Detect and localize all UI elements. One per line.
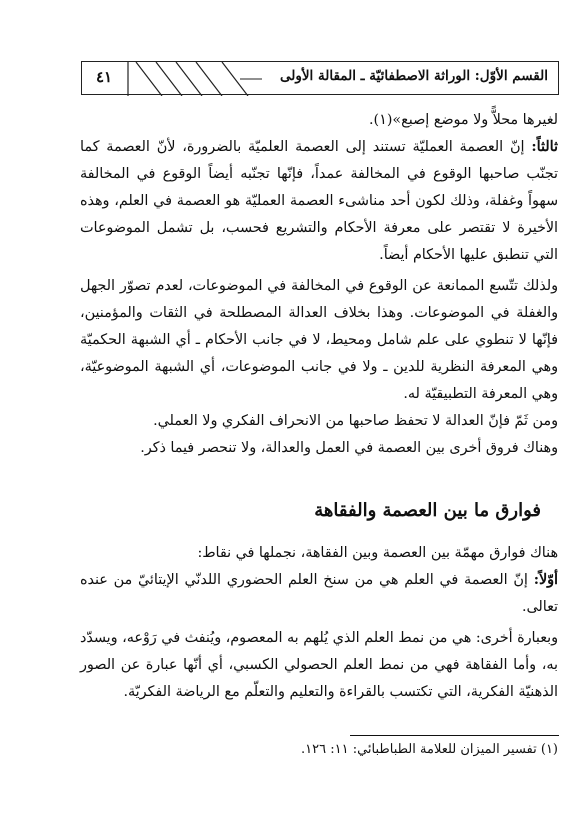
running-title: القسم الأوّل: الوراثة الاصطفائيّة ـ المقالة الأولى xyxy=(279,68,548,84)
paragraph-scope: ولذلك تتّسع الممانعة عن الوقوع في المخالفة في الموضوعات، لعدم تصوّر الجهل والغفلة في الموضوعات. وهذا بخلاف العدالة المصطلحة في الثقات والمؤمنين، فإنّها لا تنطوي على علم شامل ومحيط، لا في جانب الأحكام ـ أي الشبهة الحكميّة وهي المعرفة النظرية للدين ـ ولا في جانب الموضوعات، أي الشبهة الموضوعيّة، وهي المعرفة التطبيقيّة له. xyxy=(80,278,558,402)
paragraph-intro: هناك فوارق مهمّة بين العصمة وبين الفقاهة، نجملها في نقاط: xyxy=(197,545,558,561)
text-block-2 xyxy=(80,540,558,706)
paragraph-conclusion: ومن ثَمّ فإنّ العدالة لا تحفظ صاحبها من الانحراف الفكري ولا العملي. xyxy=(153,413,558,429)
footnote-divider xyxy=(350,735,559,736)
point-three-text: إنّ العصمة العمليّة تستند إلى العصمة العلميّة بالضرورة، لأنّ العصمة كما تجنّب صاحبها الوقوع في المخالفة عمداً، فإنّها تجنّبه أيضاً الوقوع في المخالفة سهواً وغفلة، وذلك لكون أحد مناشىء العصمة العمليّة هو العصمة في العلم، وهذه الأخيرة لا تقتصر على معرفة الأحكام والتشريع فحسب، بل تشمل الموضوعات التي تنطبق عليها الأحكام أيضاً. xyxy=(80,139,558,263)
point-one-label: أوّلاً: xyxy=(533,572,558,588)
footnote: (١) تفسير الميزان للعلامة الطباطبائي: ١١: ١٢٦. xyxy=(300,742,558,757)
paragraph-rephrase: وبعبارة أخرى: هي من نمط العلم الذي يُلهم به المعصوم، ويُنفث في رَوْعه، ويسدّد به، وأما الفقاهة فهي من نمط العلم الحصولي الكسبي، أي أنّها عبارة عن الصور الذهنيّة الفكرية، التي تكتسب بالقراءة والتعليم والتعلّم مع الرياضة الفكريّة. xyxy=(80,630,558,700)
section-heading: فوارق ما بين العصمة والفقاهة xyxy=(314,500,541,521)
point-three-label: ثالثاً: xyxy=(531,139,558,155)
page-header xyxy=(81,61,559,95)
paragraph-point-one xyxy=(80,567,558,621)
quote-ending-line: لغيرها محلاًّ ولا موضع إصبع»(١). xyxy=(369,112,558,128)
text-block-1 xyxy=(80,107,558,462)
paragraph-other-differences: وهناك فروق أخرى بين العصمة في العمل والعدالة، ولا تنحصر فيما ذكر. xyxy=(140,440,558,456)
point-one-text: إنّ العصمة في العلم هي من سنخ العلم الحضوري اللدنّي الإيتائيّ من عنده تعالى. xyxy=(80,572,558,615)
page-number: ٤١ xyxy=(96,68,113,86)
paragraph-point-three xyxy=(80,134,558,269)
